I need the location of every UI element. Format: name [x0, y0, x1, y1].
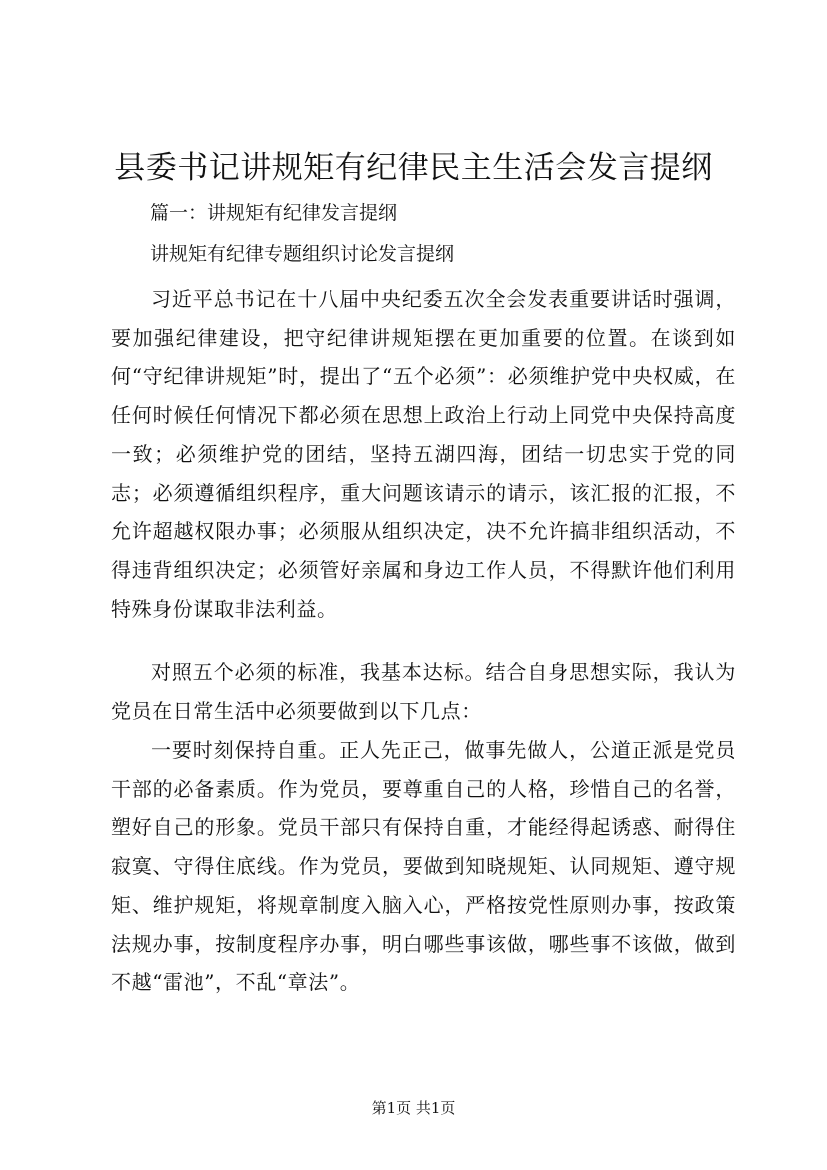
body-paragraph: 一要时刻保持自重。正人先正己，做事先做人，公道正派是党员干部的必备素质。作为党员，要尊重自己的人格，珍惜自己的名誉，塑好自己的形象。党员干部只有保持自重，才能经得起诱惑、耐得住寂寞、守得住底线。作为党员，要做到知晓规矩、认同规矩、遵守规矩、维护规矩，将规章制度入脑入心，严格按党性原则办事，按政策法规办事，按制度程序办事，明白哪些事该做，哪些事不该做，做到不越“雷池”，不乱“章法”。 [111, 738, 736, 995]
body-paragraph: 对照五个必须的标准，我基本达标。结合自身思想实际，我认为党员在日常生活中必须要做到以下几点： [111, 660, 736, 723]
page-footer: 第1页 共1页 [371, 1099, 456, 1117]
article-subheading: 篇一：讲规矩有纪律发言提纲 [150, 202, 398, 224]
body-paragraph: 习近平总书记在十八届中央纪委五次全会发表重要讲话时强调，要加强纪律建设，把守纪律讲规矩摆在更加重要的位置。在谈到如何“守纪律讲规矩”时，提出了“五个必须”：必须维护党中央权威，在任何时候任何情况下都必须在思想上政治上行动上同党中央保持高度一致；必须维护党的团结，坚持五湖四海，团结一切忠实于党的同志；必须遵循组织程序，重大问题该请示的请示，该汇报的汇报，不允许超越权限办事；必须服从组织决定，决不允许搞非组织活动，不得违背组织决定；必须管好亲属和身边工作人员，不得默许他们利用特殊身份谋取非法利益。 [111, 287, 736, 621]
article-subheading: 讲规矩有纪律专题组织讨论发言提纲 [150, 243, 455, 265]
document-title: 县委书记讲规矩有纪律民主生活会发言提纲 [114, 150, 713, 186]
